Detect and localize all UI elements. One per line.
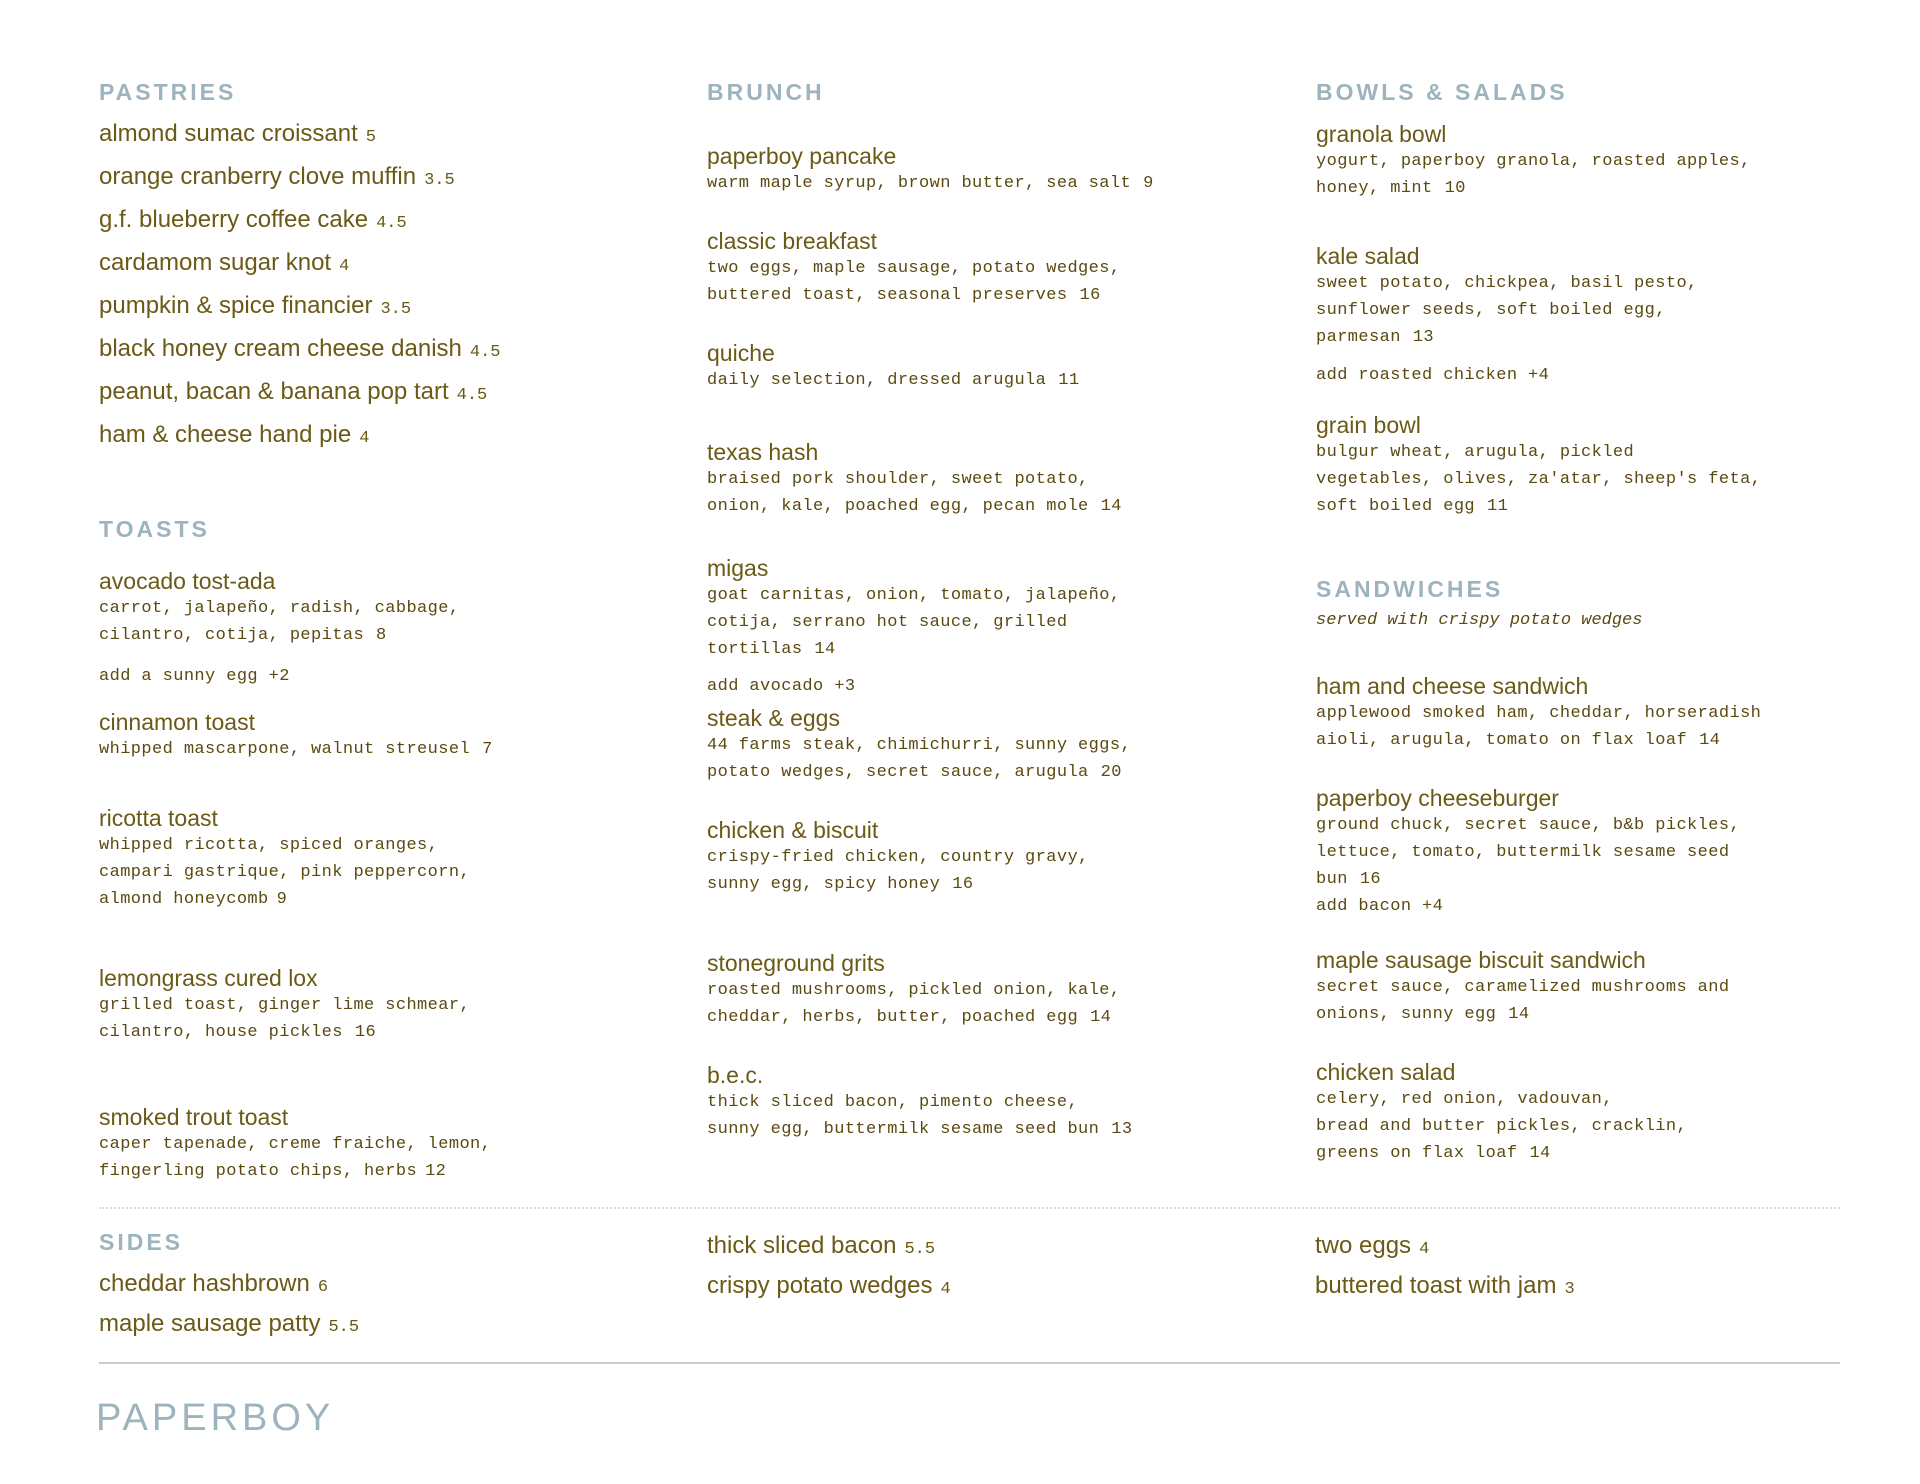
menu-item	[707, 816, 1267, 898]
item-name: buttered toast with jam	[1315, 1272, 1557, 1299]
item-name: paperboy pancake	[707, 143, 897, 169]
item-price: 14	[1699, 731, 1721, 750]
item-name: ham and cheese sandwich	[1316, 673, 1589, 699]
sides-divider	[99, 1207, 1840, 1209]
sides-column-2	[707, 1224, 1267, 1304]
item-desc-text: secret sauce, caramelized mushrooms and onions, sunny egg	[1316, 978, 1730, 1024]
item-name: cinnamon toast	[99, 709, 255, 735]
item-description	[707, 844, 1267, 898]
brunch-heading: BRUNCH	[707, 79, 825, 105]
item-description	[99, 1131, 659, 1185]
item-name: maple sausage biscuit sandwich	[1316, 947, 1646, 973]
item-description	[707, 255, 1267, 309]
item-name: ricotta toast	[99, 805, 218, 831]
item-price: 4.5	[469, 343, 501, 362]
item-description	[707, 732, 1267, 786]
menu-item	[707, 438, 1267, 520]
toasts-heading: TOASTS	[99, 516, 210, 542]
pastry-item	[99, 249, 659, 281]
item-desc-text: whipped mascarpone, walnut streusel	[99, 740, 471, 759]
item-desc-text: bulgur wheat, arugula, pickled vegetables, olives, za'atar, sheep's feta, soft boiled egg	[1316, 443, 1762, 516]
item-name: peanut, bacan & banana pop tart	[99, 378, 449, 405]
column-left	[99, 78, 659, 1185]
menu-item	[707, 949, 1267, 1031]
item-price: 4	[359, 429, 370, 448]
menu-item	[707, 142, 1267, 197]
pastry-item	[99, 335, 659, 367]
item-name: maple sausage patty	[99, 1310, 321, 1337]
item-name: texas hash	[707, 439, 819, 465]
item-name: steak & eggs	[707, 705, 840, 731]
item-price: 9	[1143, 174, 1154, 193]
item-name: grain bowl	[1316, 412, 1421, 438]
item-price: 12	[425, 1162, 447, 1181]
item-description	[707, 466, 1267, 520]
item-price: 14	[1100, 497, 1122, 516]
item-description	[99, 832, 659, 913]
menu-item	[707, 339, 1267, 394]
item-desc-text: two eggs, maple sausage, potato wedges, buttered toast, seasonal preserves	[707, 259, 1121, 305]
item-desc-text: goat carnitas, onion, tomato, jalapeño, cotija, serrano hot sauce, grilled tortillas	[707, 586, 1121, 659]
item-description	[1316, 148, 1876, 202]
side-item	[99, 1270, 659, 1302]
sides-heading: SIDES	[99, 1229, 184, 1255]
item-name: avocado tost-ada	[99, 568, 276, 594]
footer-rule	[99, 1362, 1840, 1364]
item-description	[1316, 700, 1876, 754]
item-addon: add avocado +3	[707, 677, 856, 696]
item-price: 10	[1444, 179, 1466, 198]
item-price: 4	[1419, 1240, 1430, 1259]
item-desc-text: roasted mushrooms, pickled onion, kale, cheddar, herbs, butter, poached egg	[707, 981, 1121, 1027]
item-addon: add roasted chicken +4	[1316, 366, 1550, 385]
item-name: kale salad	[1316, 243, 1420, 269]
item-desc-text: sweet potato, chickpea, basil pesto, sunflower seeds, soft boiled egg, parmesan	[1316, 274, 1698, 347]
menu-item	[1316, 946, 1876, 1028]
item-name: smoked trout toast	[99, 1104, 289, 1130]
item-desc-text: carrot, jalapeño, radish, cabbage, cilantro, cotija, pepitas	[99, 599, 460, 645]
item-desc-text: grilled toast, ginger lime schmear, cilantro, house pickles	[99, 996, 471, 1042]
menu-item	[707, 554, 1267, 700]
item-price: 11	[1487, 497, 1509, 516]
item-name: stoneground grits	[707, 950, 885, 976]
item-price: 14	[1529, 1144, 1551, 1163]
item-price: 9	[276, 890, 288, 909]
menu-item	[707, 227, 1267, 309]
menu-item	[99, 804, 659, 913]
item-desc-text: daily selection, dressed arugula	[707, 371, 1047, 390]
item-price: 3.5	[380, 300, 412, 319]
item-description	[1316, 439, 1876, 520]
side-item	[1315, 1272, 1875, 1304]
side-item	[707, 1232, 1267, 1264]
item-name: black honey cream cheese danish	[99, 335, 462, 362]
side-item	[99, 1310, 659, 1342]
menu-item	[1316, 120, 1876, 202]
item-name: ham & cheese hand pie	[99, 421, 352, 448]
menu-item	[1316, 672, 1876, 754]
item-price: 14	[814, 640, 836, 659]
item-name: granola bowl	[1316, 121, 1447, 147]
item-description	[1316, 812, 1876, 893]
item-name: orange cranberry clove muffin	[99, 163, 417, 190]
item-price: 4	[339, 257, 350, 276]
sides-column-1	[99, 1228, 659, 1342]
item-name: g.f. blueberry coffee cake	[99, 206, 369, 233]
menu-item	[1316, 784, 1876, 920]
item-price: 16	[1079, 286, 1101, 305]
pastry-item	[99, 292, 659, 324]
item-price: 16	[952, 875, 974, 894]
item-price: 5.5	[328, 1318, 360, 1337]
item-price: 3	[1564, 1280, 1575, 1299]
menu-item	[707, 1061, 1267, 1143]
item-desc-text: whipped ricotta, spiced oranges, campari gastrique, pink peppercorn, almond honeycomb	[99, 836, 471, 909]
item-desc-text: warm maple syrup, brown butter, sea salt	[707, 174, 1132, 193]
pastry-item	[99, 163, 659, 195]
menu-item	[99, 964, 659, 1046]
item-desc-text: ground chuck, secret sauce, b&b pickles, lettuce, tomato, buttermilk sesame seed bun	[1316, 816, 1741, 889]
column-right	[1316, 78, 1876, 1167]
item-name: migas	[707, 555, 769, 581]
item-name: quiche	[707, 340, 775, 366]
side-item	[707, 1272, 1267, 1304]
item-description	[99, 992, 659, 1046]
pastry-item	[99, 378, 659, 410]
item-price: 5.5	[904, 1240, 936, 1259]
menu-item	[99, 567, 659, 690]
pastries-list	[99, 120, 659, 453]
item-name: pumpkin & spice financier	[99, 292, 373, 319]
item-price: 20	[1100, 763, 1122, 782]
brand-logo: PAPERBOY	[96, 1397, 335, 1439]
item-price: 16	[1359, 870, 1382, 889]
item-price: 7	[482, 740, 493, 759]
item-description	[707, 367, 1267, 394]
item-price: 4.5	[376, 214, 407, 233]
item-addon: add bacon +4	[1316, 897, 1444, 916]
menu-item	[1316, 242, 1876, 389]
item-name: cheddar hashbrown	[99, 1270, 310, 1297]
pastry-item	[99, 120, 659, 152]
pastries-heading: PASTRIES	[99, 79, 237, 105]
menu-item	[99, 1103, 659, 1185]
item-desc-text: 44 farms steak, chimichurri, sunny eggs, potato wedges, secret sauce, arugula	[707, 736, 1132, 782]
item-description	[99, 736, 659, 763]
item-price: 4.5	[456, 386, 488, 405]
item-price: 11	[1058, 371, 1080, 390]
item-price: 8	[376, 626, 387, 645]
item-name: chicken salad	[1316, 1059, 1456, 1085]
item-description	[1316, 270, 1876, 351]
menu-item	[99, 708, 659, 763]
item-desc-text: yogurt, paperboy granola, roasted apples, honey, mint	[1316, 152, 1751, 198]
item-price: 16	[354, 1023, 377, 1042]
sides-column-3	[1315, 1224, 1875, 1304]
item-description	[707, 977, 1267, 1031]
item-desc-text: thick sliced bacon, pimento cheese, sunny egg, buttermilk sesame seed bun	[707, 1093, 1100, 1139]
item-name: cardamom sugar knot	[99, 249, 332, 276]
item-name: almond sumac croissant	[99, 120, 358, 147]
column-middle	[707, 78, 1267, 1143]
item-name: b.e.c.	[707, 1062, 764, 1088]
item-name: classic breakfast	[707, 228, 878, 254]
item-description	[707, 1089, 1267, 1143]
item-description	[707, 170, 1267, 197]
side-item	[1315, 1232, 1875, 1264]
item-name: chicken & biscuit	[707, 817, 879, 843]
bowls-heading: BOWLS & SALADS	[1316, 79, 1568, 105]
item-name: lemongrass cured lox	[99, 965, 318, 991]
item-name: paperboy cheeseburger	[1316, 785, 1559, 811]
menu-item	[1316, 411, 1876, 520]
item-description	[99, 595, 659, 649]
item-desc-text: applewood smoked ham, cheddar, horseradish aioli, arugula, tomato on flax loaf	[1316, 704, 1762, 750]
sandwiches-heading: SANDWICHES	[1316, 576, 1504, 602]
menu-item	[707, 704, 1267, 786]
sandwiches-note: served with crispy potato wedges	[1316, 611, 1643, 630]
pastry-item	[99, 206, 659, 238]
item-price: 14	[1090, 1008, 1112, 1027]
pastry-item	[99, 421, 659, 453]
item-desc-text: caper tapenade, creme fraiche, lemon, fingerling potato chips, herbs	[99, 1135, 492, 1181]
item-price: 4	[940, 1280, 951, 1299]
item-desc-text: braised pork shoulder, sweet potato, onion, kale, poached egg, pecan mole	[707, 470, 1089, 516]
item-price: 6	[317, 1278, 329, 1297]
item-price: 13	[1111, 1120, 1133, 1139]
item-price: 5	[365, 128, 376, 147]
item-desc-text: celery, red onion, vadouvan, bread and butter pickles, cracklin, greens on flax loaf	[1316, 1090, 1688, 1163]
item-price: 13	[1412, 328, 1435, 347]
item-description	[1316, 1086, 1876, 1167]
menu-item	[1316, 1058, 1876, 1167]
item-addon: add a sunny egg +2	[99, 667, 290, 686]
item-price: 3.5	[424, 171, 455, 190]
item-name: thick sliced bacon	[707, 1232, 897, 1259]
item-description	[1316, 974, 1876, 1028]
item-name: crispy potato wedges	[707, 1272, 933, 1299]
item-description	[707, 582, 1267, 663]
item-price: 14	[1508, 1005, 1530, 1024]
item-name: two eggs	[1315, 1232, 1412, 1259]
item-desc-text: crispy-fried chicken, country gravy, sunny egg, spicy honey	[707, 848, 1089, 894]
